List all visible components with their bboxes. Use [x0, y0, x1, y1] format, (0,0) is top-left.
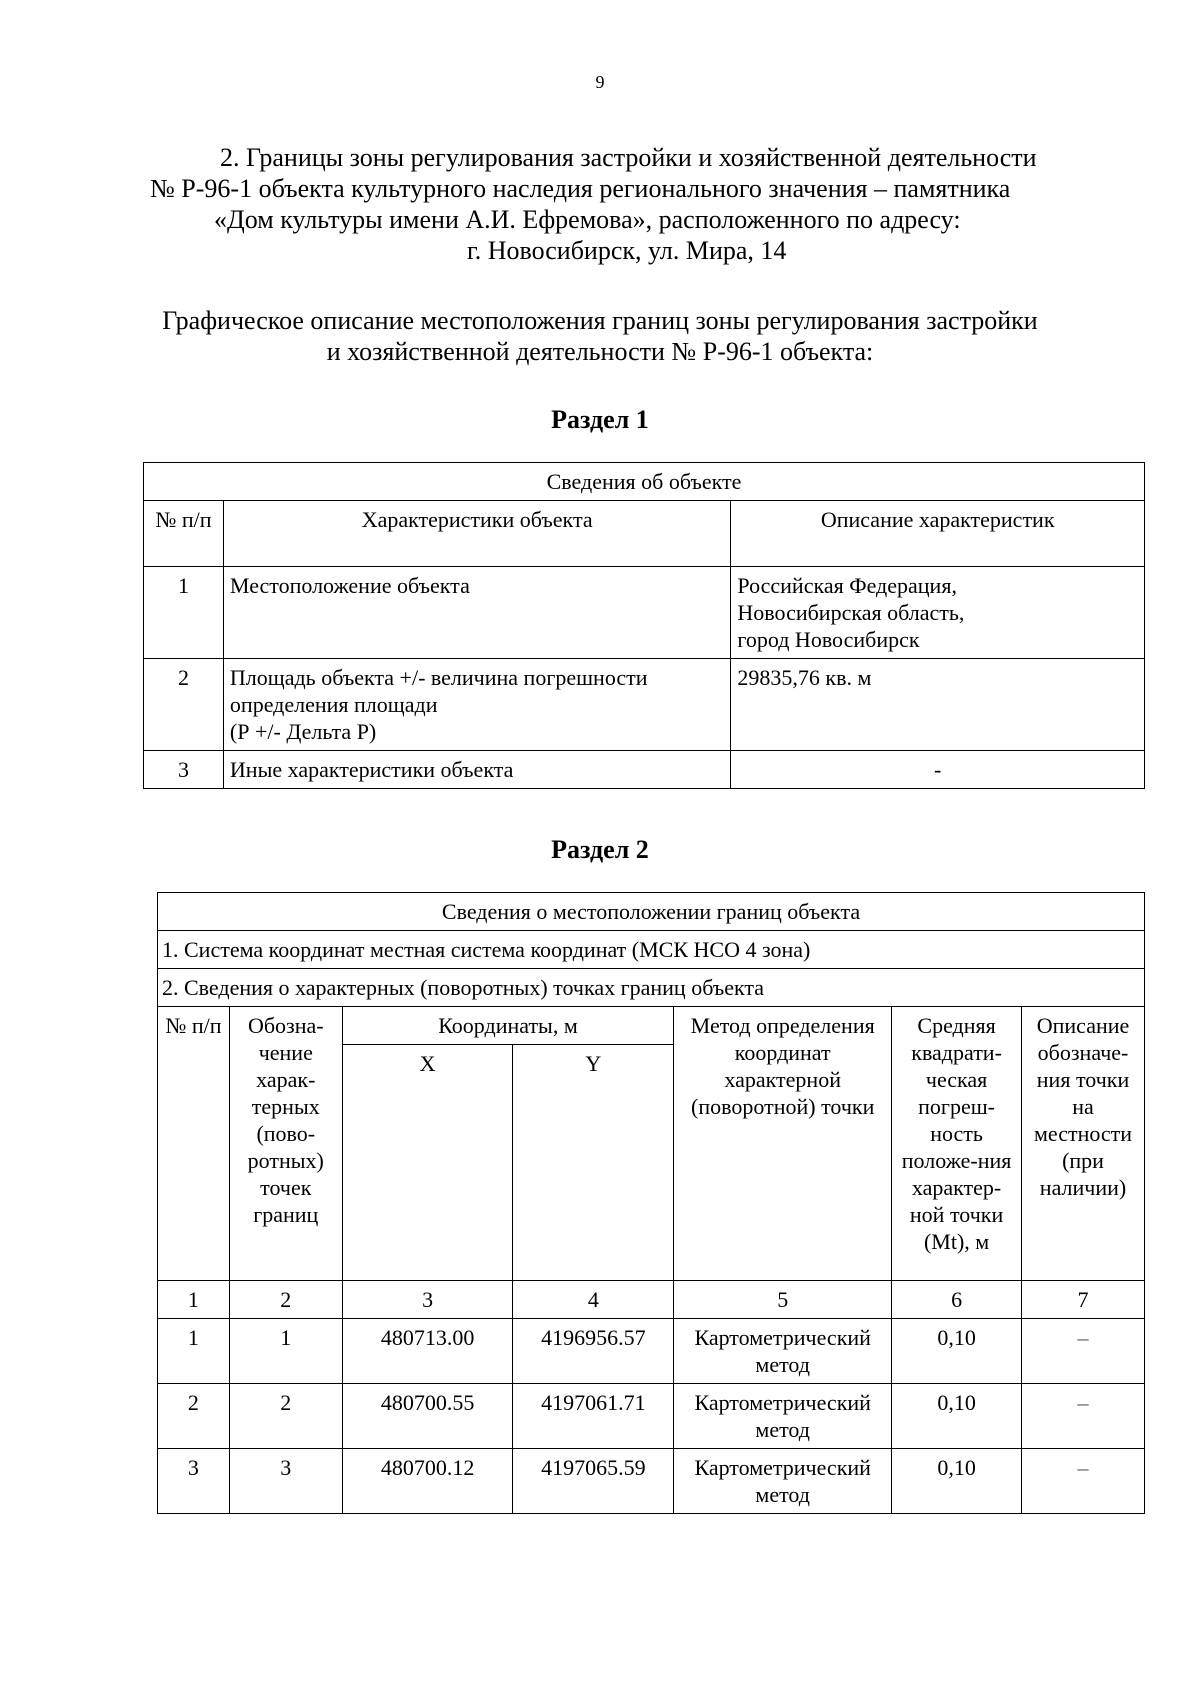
- column-number: 5: [674, 1281, 892, 1319]
- column-number: 1: [158, 1281, 230, 1319]
- points-heading: 2. Сведения о характерных (поворотных) точках границ объекта: [158, 969, 1145, 1007]
- header-description: Описание характеристик: [731, 501, 1145, 567]
- table-row: [144, 567, 1145, 659]
- point-method: Картометрический метод: [674, 1449, 892, 1514]
- point-description: –: [1022, 1384, 1145, 1449]
- row-characteristic: Местоположение объекта: [223, 567, 730, 659]
- point-y: 4197061.71: [513, 1384, 674, 1449]
- header-x: X: [342, 1045, 513, 1281]
- point-designation: 2: [229, 1384, 342, 1449]
- header-method: Метод определения координат характерной (поворотной) точки: [674, 1007, 892, 1281]
- table-row: [158, 1449, 1145, 1514]
- point-x: 480700.55: [342, 1384, 513, 1449]
- table-row: [158, 1384, 1145, 1449]
- row-characteristic: Площадь объекта +/- величина погрешности определения площади (Р +/- Дельта Р): [223, 659, 730, 751]
- point-y: 4196956.57: [513, 1319, 674, 1384]
- document-title: [150, 142, 1050, 266]
- point-method: Картометрический метод: [674, 1384, 892, 1449]
- table-row: [144, 659, 1145, 751]
- header-coordinates: Координаты, м: [342, 1007, 674, 1045]
- column-number: 6: [892, 1281, 1022, 1319]
- column-number-row: [158, 1281, 1145, 1319]
- point-method: Картометрический метод: [674, 1319, 892, 1384]
- section-1-heading: Раздел 1: [551, 405, 649, 434]
- row-num: 1: [144, 567, 224, 659]
- title-line-3: «Дом культуры имени А.И. Ефремова», расположенного по адресу:: [214, 205, 961, 234]
- header-designation: Обозна-чение харак-терных (пово-ротных) точек границ: [229, 1007, 342, 1281]
- column-number: 2: [229, 1281, 342, 1319]
- point-designation: 1: [229, 1319, 342, 1384]
- boundary-points-table: [157, 892, 1145, 1514]
- header-y: Y: [513, 1045, 674, 1281]
- column-number: 4: [513, 1281, 674, 1319]
- table-row: [144, 751, 1145, 789]
- document-subtitle: [140, 305, 1060, 367]
- title-line-1: 2. Границы зоны регулирования застройки и хозяйственной деятельности: [220, 143, 1037, 172]
- row-num: 3: [144, 751, 224, 789]
- title-line-4: г. Новосибирск, ул. Мира, 14: [467, 236, 787, 265]
- point-description: –: [1022, 1449, 1145, 1514]
- coordinate-system: 1. Система координат местная система координат (МСК НСО 4 зона): [158, 931, 1145, 969]
- point-num: 3: [158, 1449, 230, 1514]
- header-description: Описание обозначе-ния точки на местности (при наличии): [1022, 1007, 1145, 1281]
- point-description: –: [1022, 1319, 1145, 1384]
- table-title: Сведения об объекте: [144, 463, 1145, 501]
- point-y: 4197065.59: [513, 1449, 674, 1514]
- point-error: 0,10: [892, 1384, 1022, 1449]
- row-description: Российская Федерация, Новосибирская область, город Новосибирск: [731, 567, 1145, 659]
- title-line-2: № Р-96-1 объекта культурного наследия регионального значения – памятника: [150, 174, 1011, 203]
- point-error: 0,10: [892, 1319, 1022, 1384]
- subtitle-line-2: и хозяйственной деятельности № Р-96-1 объекта:: [326, 337, 874, 366]
- point-error: 0,10: [892, 1449, 1022, 1514]
- point-num: 1: [158, 1319, 230, 1384]
- column-number: 3: [342, 1281, 513, 1319]
- point-x: 480713.00: [342, 1319, 513, 1384]
- row-characteristic: Иные характеристики объекта: [223, 751, 730, 789]
- table-row: [158, 1319, 1145, 1384]
- page-number: 9: [595, 72, 605, 92]
- row-num: 2: [144, 659, 224, 751]
- row-description: -: [731, 751, 1145, 789]
- header-error: Средняя квадрати-ческая погреш-ность положе-ния характер-ной точки (Mt), м: [892, 1007, 1022, 1281]
- section-2-heading: Раздел 2: [551, 835, 649, 864]
- object-info-table: [143, 462, 1145, 789]
- column-number: 7: [1022, 1281, 1145, 1319]
- header-characteristics: Характеристики объекта: [223, 501, 730, 567]
- row-description: 29835,76 кв. м: [731, 659, 1145, 751]
- point-x: 480700.12: [342, 1449, 513, 1514]
- header-num: № п/п: [158, 1007, 230, 1281]
- point-num: 2: [158, 1384, 230, 1449]
- subtitle-line-1: Графическое описание местоположения границ зоны регулирования застройки: [162, 306, 1038, 335]
- point-designation: 3: [229, 1449, 342, 1514]
- table-title: Сведения о местоположении границ объекта: [158, 893, 1145, 931]
- header-num: № п/п: [144, 501, 224, 567]
